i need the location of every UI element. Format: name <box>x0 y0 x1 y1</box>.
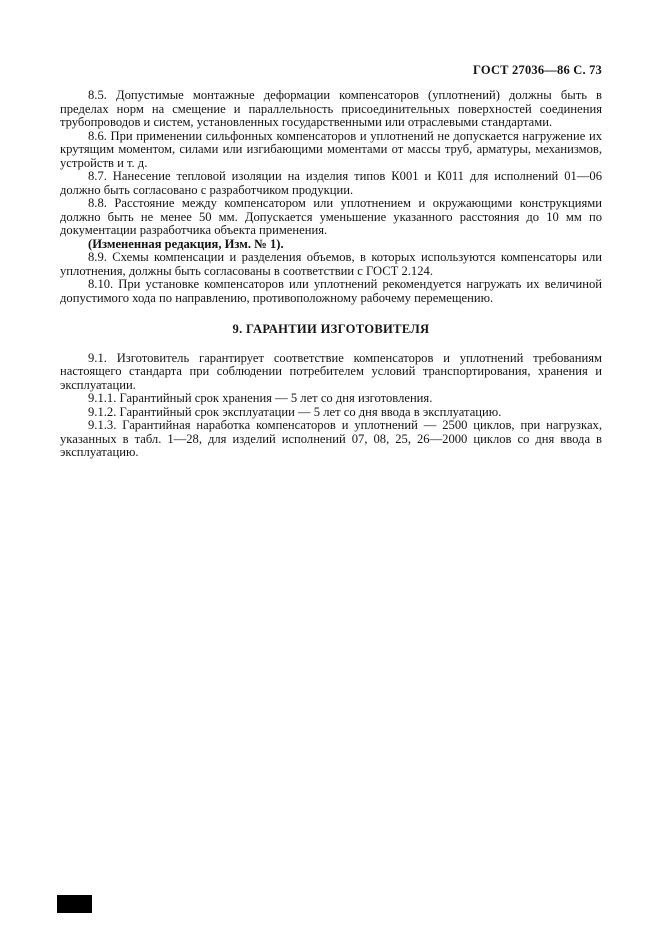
paragraph-amendment-note: (Измененная редакция, Изм. № 1). <box>88 236 284 251</box>
paragraph-8-8: 8.8. Расстояние между компенсатором или уплотнением и окружающими конструкциями должно быть не менее 50 мм. Допускается уменьшение указанного расстояния до 10 мм по документации разработчика объекта применения. <box>60 196 602 237</box>
paragraph-9-1-2: 9.1.2. Гарантийный срок эксплуатации — 5 лет со дня ввода в эксплуатацию. <box>88 404 502 419</box>
paragraph-9-1-1: 9.1.1. Гарантийный срок хранения — 5 лет со дня изготовления. <box>88 391 433 405</box>
paragraph-9-1-3: 9.1.3. Гарантийная наработка компенсаторов и уплотнений — 2500 циклов, при нагрузках, указанных в табл. 1—28, для изделий исполнений 07, 08, 25, 26—2000 циклов со дня ввода в эксплуатацию. <box>60 418 602 459</box>
paragraph-8-6: 8.6. При применении сильфонных компенсаторов и уплотнений не допускается нагружение их крутящим моментом, силами или изгибающими моментами от массы труб, арматуры, механизмов, устройств и т. д. <box>60 128 602 170</box>
paragraph-8-10: 8.10. При установке компенсаторов или уплотнений рекомендуется нагружать их величиной допустимого хода по направлению, противоположному рабочему перемещению. <box>60 277 602 305</box>
section-9-heading: 9. ГАРАНТИИ ИЗГОТОВИТЕЛЯ <box>232 322 430 336</box>
page-header-reference: ГОСТ 27036—86 С. 73 <box>473 63 602 77</box>
paragraph-8-5: 8.5. Допустимые монтажные деформации компенсаторов (уплотнений) должны быть в пределах норм на смещение и параллельность присоединительных поверхностей соединения трубопроводов и систем, установленных государственными или отраслевыми стандартами. <box>60 88 602 129</box>
paragraph-8-7: 8.7. Нанесение тепловой изоляции на изделия типов К001 и К011 для исполнений 01—06 должно быть согласовано с разработчиком продукции. <box>60 169 602 197</box>
scan-artifact-mark <box>57 895 92 913</box>
paragraph-8-9: 8.9. Схемы компенсации и разделения объемов, в которых используются компенсаторы или уплотнения, должны быть согласованы в соответствии с ГОСТ 2.124. <box>60 250 602 278</box>
document-body <box>60 89 602 460</box>
paragraph-9-1: 9.1. Изготовитель гарантирует соответствие компенсаторов и уплотнений требованиям настоящего стандарта при соблюдении потребителем условий транспортирования, хранения и эксплуатации. <box>60 350 602 392</box>
